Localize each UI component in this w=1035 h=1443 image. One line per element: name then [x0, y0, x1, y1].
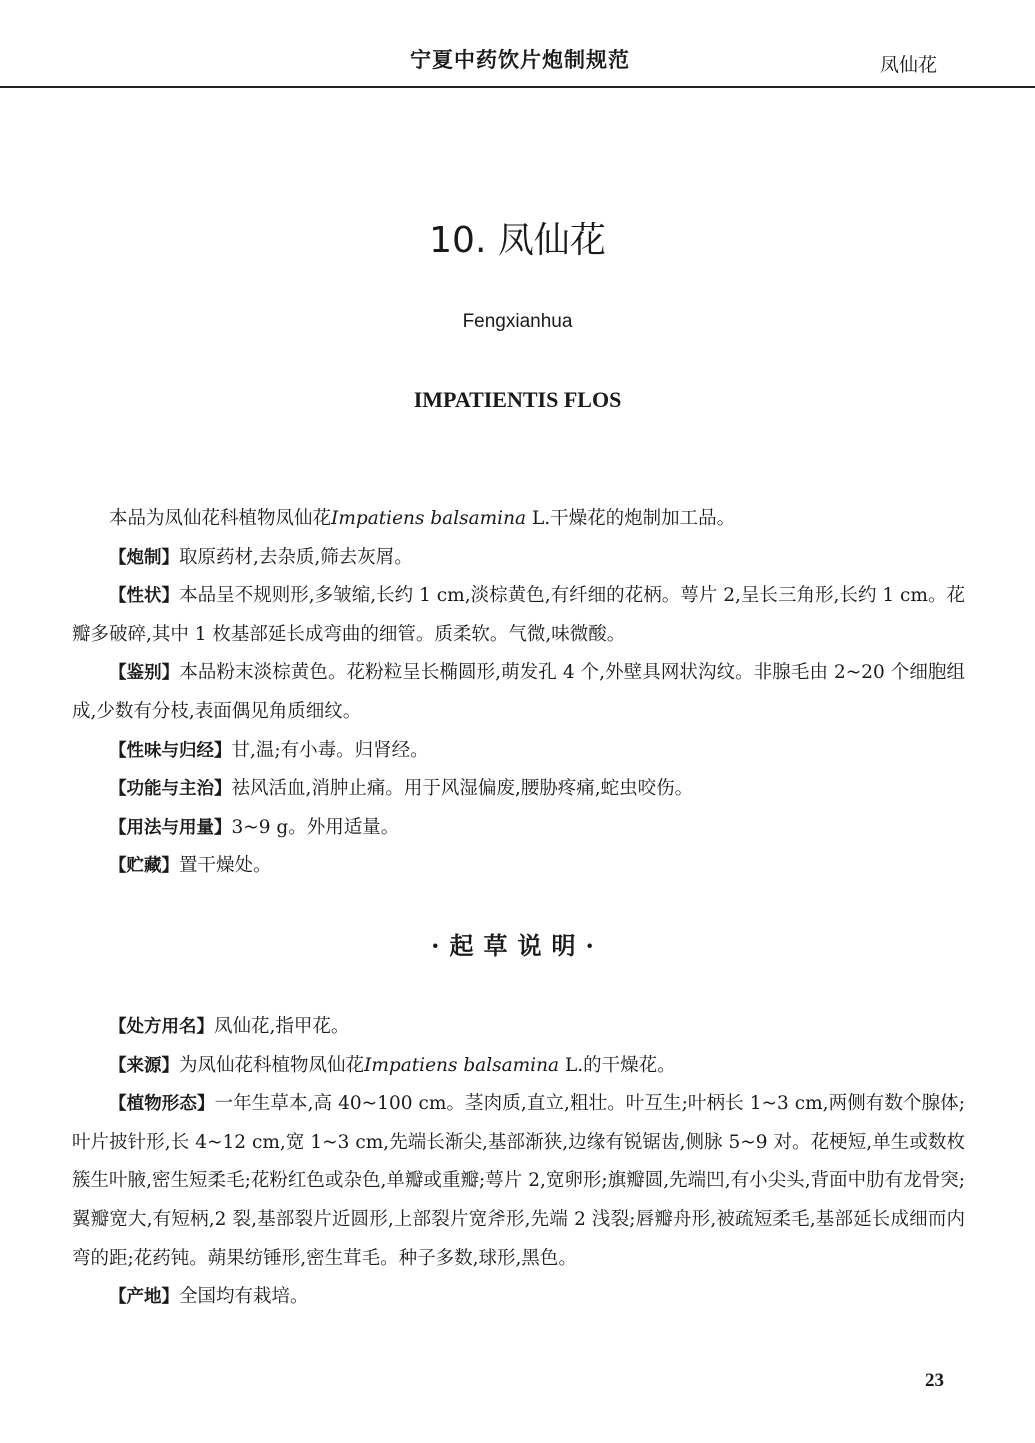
monograph-body: [72, 500, 965, 886]
section-dosage: [72, 809, 965, 848]
section-label: 【炮制】: [109, 547, 179, 568]
section-text: 凤仙花,指甲花。: [214, 1016, 350, 1037]
section-storage: [72, 847, 965, 886]
section-property-meridian: [72, 732, 965, 771]
drafting-prescription: [72, 1008, 965, 1047]
section-label: 【处方用名】: [109, 1017, 214, 1037]
source-text-2: L.的干燥花。: [564, 1054, 676, 1076]
section-label: 【性味与归经】: [109, 740, 232, 761]
section-label: 【性状】: [109, 586, 180, 607]
entry-title: 10. 凤仙花: [429, 220, 606, 261]
source-text-1: 为凤仙花科植物凤仙花: [179, 1054, 365, 1076]
section-text: 全国均有栽培。: [179, 1286, 309, 1308]
drafting-origin: [72, 1278, 965, 1317]
section-label: 【贮藏】: [109, 856, 179, 877]
book-title: 宁夏中药饮片炮制规范: [410, 48, 630, 72]
section-text: 3~9 g。外用适量。: [231, 816, 400, 838]
section-text: 祛风活血,消肿止痛。用于风湿偏废,腰胁疼痛,蛇虫咬伤。: [231, 778, 694, 800]
section-text: 甘,温;有小毒。归肾经。: [231, 739, 429, 761]
intro-text-1: 本品为凤仙花科植物凤仙花: [109, 508, 332, 529]
intro-text-2: L.干燥花的炮制加工品。: [531, 508, 736, 529]
section-label: 【用法与用量】: [109, 817, 232, 838]
drafting-notes-title: ·起草说明·: [431, 931, 604, 960]
drafting-notes-body: [72, 1008, 965, 1317]
entry-pinyin: Fengxianhua: [462, 311, 573, 332]
source-scientific-name: Impatiens balsamina: [364, 1054, 560, 1076]
section-text: 置干燥处。: [179, 855, 272, 877]
intro-paragraph: [72, 500, 965, 539]
section-function: [72, 770, 965, 809]
section-label: 【植物形态】: [109, 1094, 215, 1115]
section-label: 【来源】: [109, 1055, 179, 1076]
section-description: [72, 577, 965, 654]
header-rule: [0, 86, 1035, 88]
section-text: 取原药材,去杂质,筛去灰屑。: [179, 546, 413, 568]
running-header: [0, 0, 1035, 92]
drafting-source: [72, 1047, 965, 1086]
page-number: 23: [925, 1370, 944, 1391]
section-text: 本品呈不规则形,多皱缩,长约 1 cm,淡棕黄色,有纤细的花柄。萼片 2,呈长三角形,长约 1 cm。花瓣多破碎,其中 1 枚基部延长成弯曲的细管。质柔软。气微,味微酸。: [72, 585, 966, 645]
header-topic: 凤仙花: [880, 54, 938, 76]
drafting-morphology: [72, 1085, 965, 1278]
section-label: 【产地】: [109, 1287, 179, 1308]
section-identification: [72, 654, 965, 731]
intro-scientific-name: Impatiens balsamina: [331, 508, 527, 529]
section-text: 一年生草本,高 40~100 cm。茎肉质,直立,粗壮。叶互生;叶柄长 1~3 cm,两侧有数个腺体;叶片披针形,长 4~12 cm,宽 1~3 cm,先端长渐尖,基部渐狭,边缘有锐锯齿,侧脉 5~9 对。花梗短,单生或数枚簇生叶腋,密生短柔毛;花粉红色或杂色,单瓣或重瓣;萼片 2,宽卵形;旗瓣圆,先端凹,有小尖头,背面中肋有龙骨突;翼瓣宽大,有短柄,2 裂,基部裂片近圆形,上部裂片宽斧形,先端 2 浅裂;唇瓣舟形,被疏短柔毛,基部延长成细而内弯的距;花药钝。蒴果纺锤形,密生茸毛。种子多数,球形,黑色。: [72, 1093, 966, 1269]
entry-latin-name: IMPATIENTIS FLOS: [413, 387, 622, 412]
section-processing: [72, 539, 965, 578]
section-label: 【功能与主治】: [109, 779, 232, 800]
section-label: 【鉴别】: [109, 663, 180, 684]
section-text: 本品粉末淡棕黄色。花粉粒呈长椭圆形,萌发孔 4 个,外壁具网状沟纹。非腺毛由 2~20 个细胞组成,少数有分枝,表面偶见角质细纹。: [72, 662, 966, 722]
